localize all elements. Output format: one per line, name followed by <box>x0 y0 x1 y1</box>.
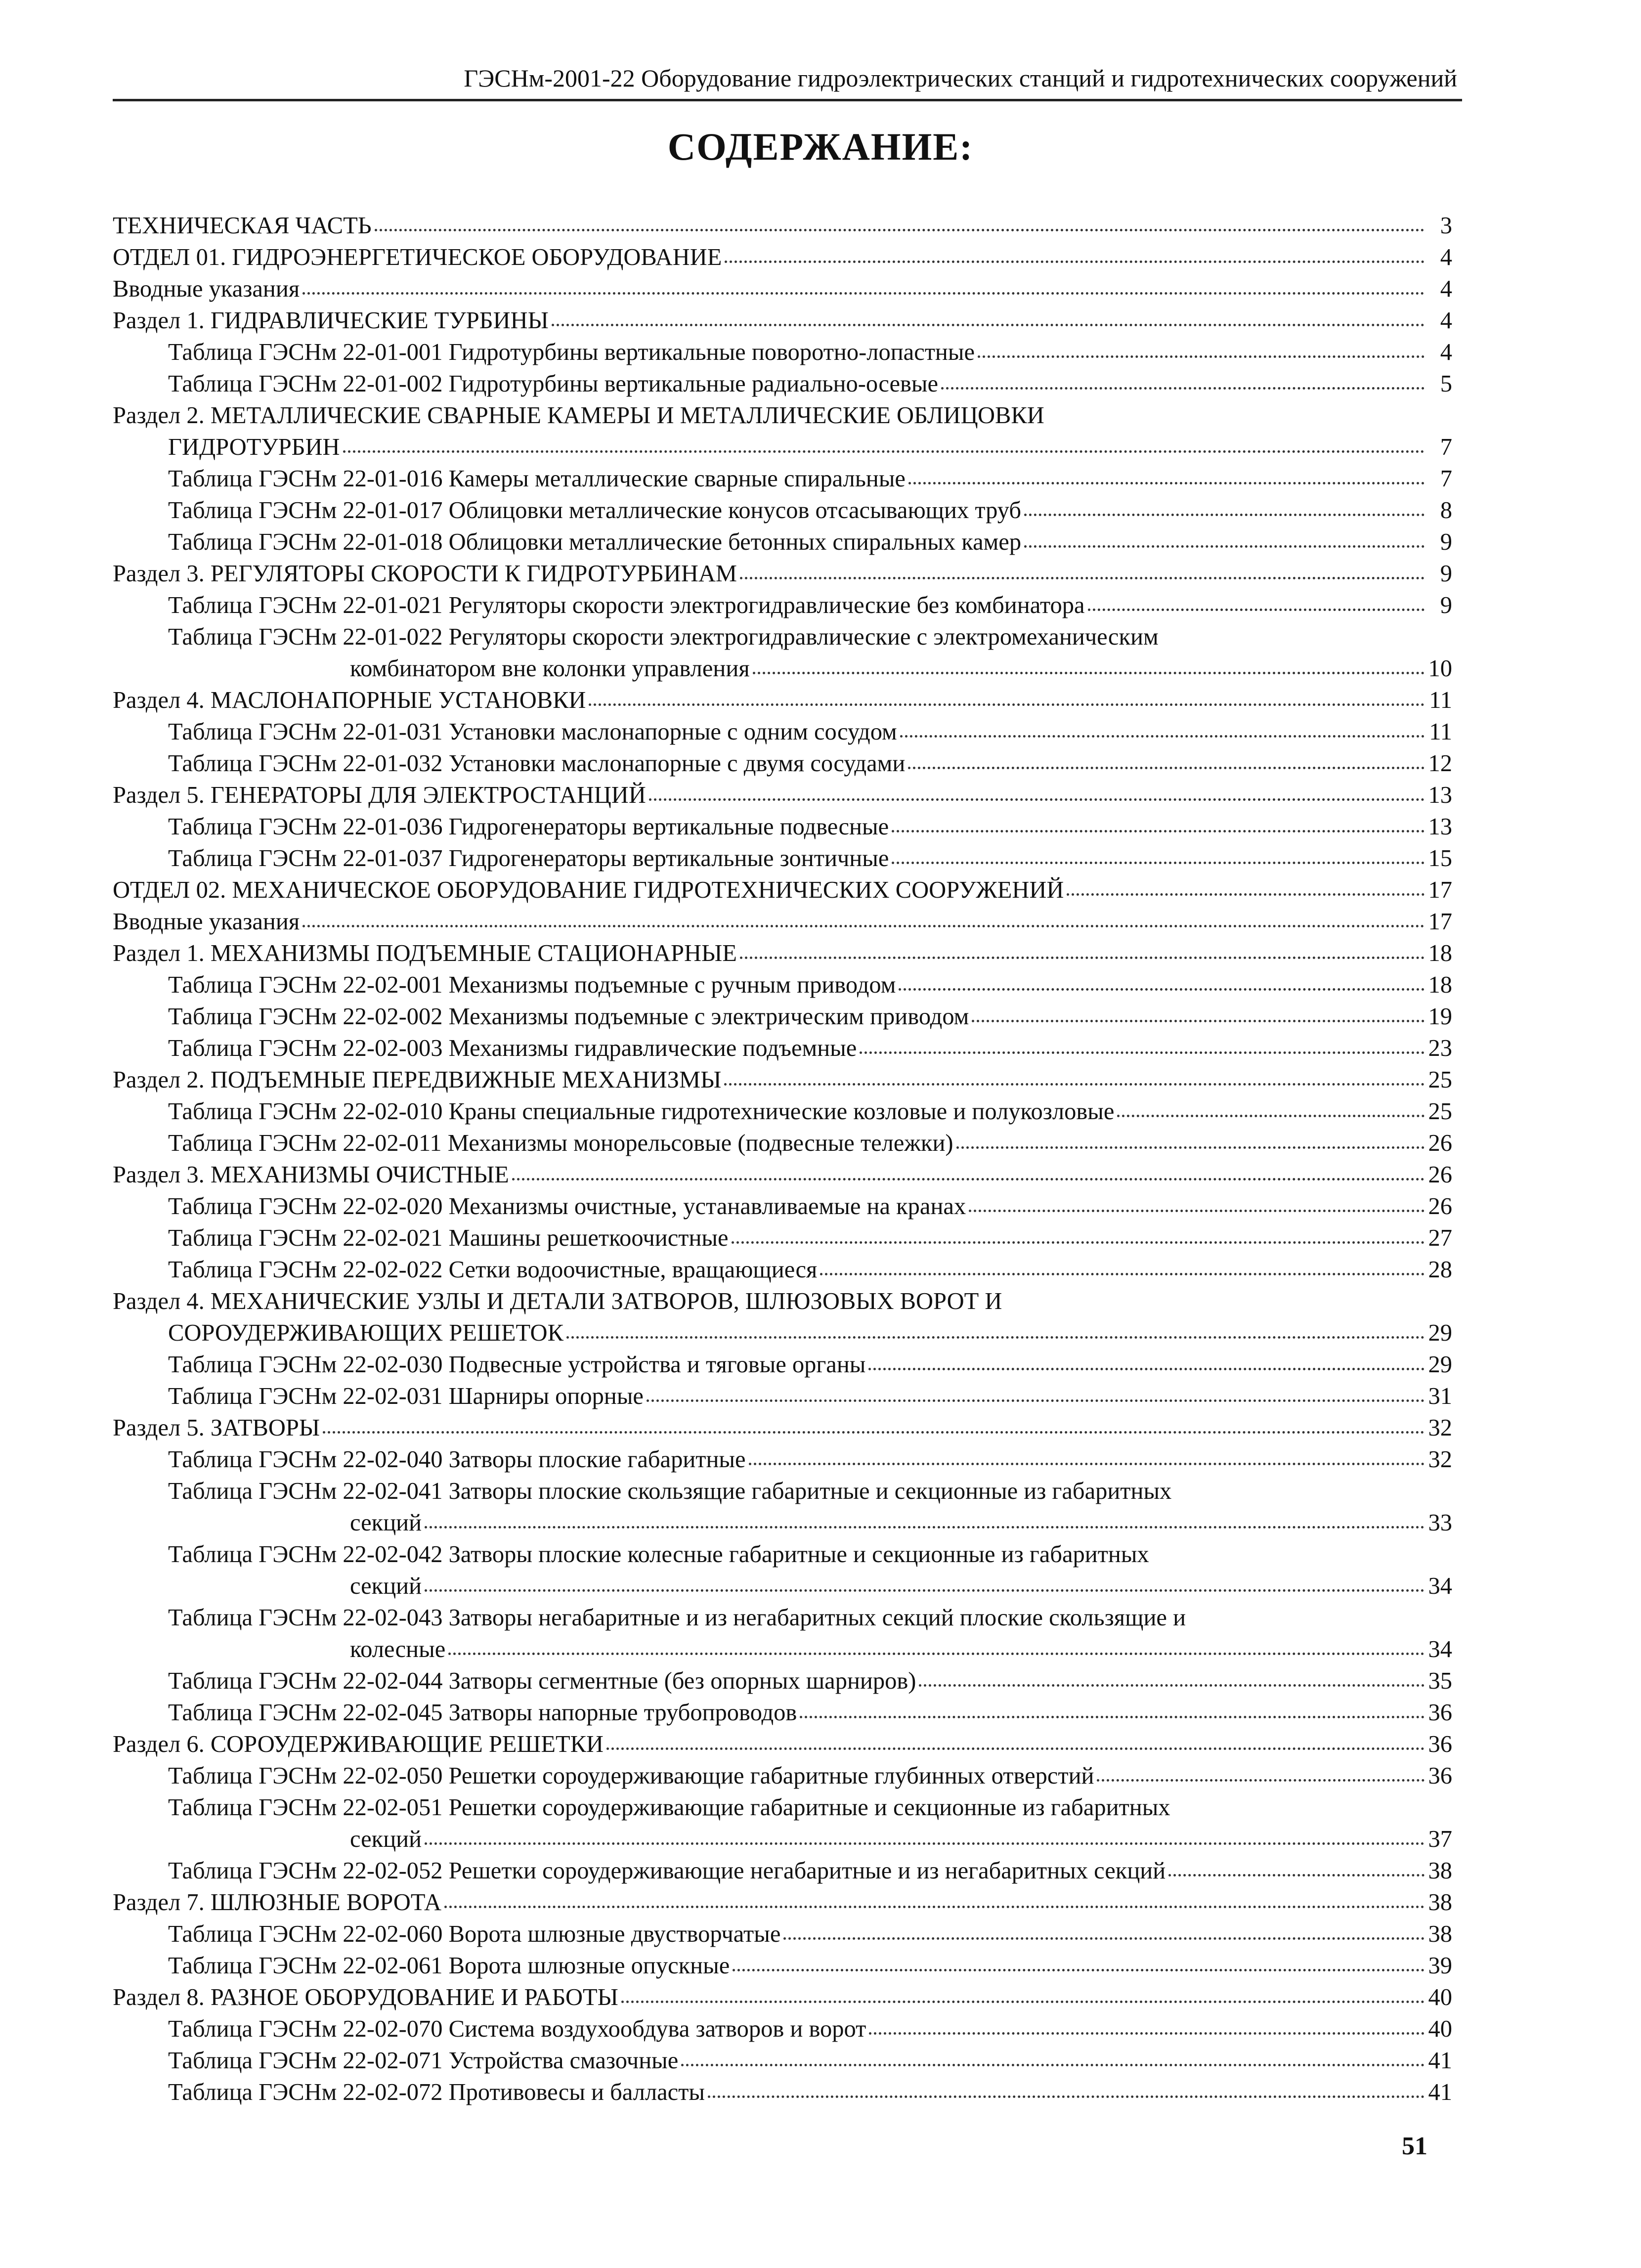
toc-entry-continuation[interactable] <box>113 1317 1452 1349</box>
toc-entry-text: секций <box>350 1826 422 1852</box>
dot-leader <box>621 2001 1425 2003</box>
toc-section-entry[interactable] <box>113 938 1452 969</box>
dot-leader <box>1088 609 1425 611</box>
toc-page-number: 36 <box>1428 1700 1452 1726</box>
toc-entry-text: Таблица ГЭСНм 22-01-036 Гидрогенераторы вертикальные подвесные <box>168 814 889 840</box>
dot-leader <box>783 1937 1425 1940</box>
toc-section-entry[interactable] <box>113 1412 1452 1444</box>
dot-leader <box>899 988 1425 991</box>
header-rule <box>113 99 1462 101</box>
toc-page-number: 18 <box>1428 972 1452 998</box>
toc-table-entry[interactable] <box>113 1665 1452 1697</box>
toc-entry-text: Таблица ГЭСНм 22-02-045 Затворы напорные трубопроводов <box>168 1700 797 1726</box>
toc-page-number: 4 <box>1440 339 1452 365</box>
dot-leader <box>647 1399 1425 1402</box>
dot-leader <box>740 957 1425 959</box>
toc-section-entry[interactable] <box>113 1064 1452 1096</box>
toc-page-number: 11 <box>1429 687 1452 713</box>
toc-section-entry[interactable] <box>113 780 1452 811</box>
toc-table-entry[interactable] <box>113 1697 1452 1729</box>
toc-section-entry[interactable] <box>113 273 1452 305</box>
toc-section-entry[interactable] <box>113 685 1452 716</box>
dot-leader <box>753 672 1425 674</box>
toc-page-number: 29 <box>1428 1320 1452 1346</box>
toc-page-number: 40 <box>1428 2016 1452 2042</box>
toc-page-number: 32 <box>1428 1446 1452 1473</box>
toc-page-number: 19 <box>1428 1003 1452 1030</box>
dot-leader <box>323 1431 1425 1434</box>
dot-leader <box>919 1684 1425 1687</box>
toc-entry-continuation[interactable] <box>113 1570 1452 1602</box>
toc-page-number: 25 <box>1428 1067 1452 1093</box>
toc-entry-text: Таблица ГЭСНм 22-01-016 Камеры металлические сварные спиральные <box>168 466 906 492</box>
toc-table-entry[interactable] <box>113 2013 1452 2045</box>
toc-section-entry[interactable] <box>113 1887 1452 1919</box>
toc-entry-text: Таблица ГЭСНм 22-01-032 Установки маслонапорные с двумя сосудами <box>168 750 906 777</box>
dot-leader <box>941 387 1425 390</box>
dot-leader <box>649 798 1425 801</box>
toc-table-entry[interactable] <box>113 1444 1452 1476</box>
page-number: 51 <box>1402 2132 1427 2160</box>
toc-entry-text: Раздел 5. ГЕНЕРАТОРЫ ДЛЯ ЭЛЕКТРОСТАНЦИЙ <box>113 782 646 808</box>
toc-entry-text: Таблица ГЭСНм 22-02-002 Механизмы подъемные с электрическим приводом <box>168 1003 969 1030</box>
toc-page-number: 23 <box>1428 1035 1452 1061</box>
dot-leader <box>425 1589 1425 1592</box>
toc-entry-text: Таблица ГЭСНм 22-01-018 Облицовки металлические бетонных спиральных камер <box>168 529 1022 555</box>
toc-entry-text: Таблица ГЭСНм 22-02-072 Противовесы и балласты <box>168 2079 705 2105</box>
toc-table-entry[interactable] <box>113 1191 1452 1222</box>
toc-page-number: 13 <box>1428 814 1452 840</box>
toc-entry-continuation[interactable] <box>113 653 1452 685</box>
dot-leader <box>892 830 1425 832</box>
toc-page-number: 25 <box>1428 1098 1452 1125</box>
toc-table-entry[interactable] <box>113 1033 1452 1064</box>
toc-entry-text: Таблица ГЭСНм 22-01-021 Регуляторы скорости электрогидравлические без комбинатора <box>168 592 1085 618</box>
dot-leader <box>448 1653 1425 1655</box>
toc-page-number: 11 <box>1429 719 1452 745</box>
toc-page-number: 9 <box>1440 561 1452 587</box>
toc-entry-text: Раздел 8. РАЗНОЕ ОБОРУДОВАНИЕ И РАБОТЫ <box>113 1984 618 2010</box>
dot-leader <box>1097 1779 1425 1782</box>
toc-table-entry[interactable] <box>113 590 1452 621</box>
toc-entry-text: Раздел 1. МЕХАНИЗМЫ ПОДЪЕМНЫЕ СТАЦИОНАРНЫЕ <box>113 940 737 966</box>
toc-entry-text: Таблица ГЭСНм 22-02-061 Ворота шлюзные опускные <box>168 1953 730 1979</box>
toc-page-number: 29 <box>1428 1352 1452 1378</box>
toc-page-number: 7 <box>1440 466 1452 492</box>
dot-leader <box>1117 1115 1425 1117</box>
toc-entry-text: ТЕХНИЧЕСКАЯ ЧАСТЬ <box>113 213 372 239</box>
toc-page-number: 4 <box>1440 276 1452 302</box>
toc-table-entry[interactable] <box>113 463 1452 495</box>
dot-leader <box>733 1969 1425 1971</box>
toc-page-number: 15 <box>1428 845 1452 872</box>
toc-entry-text: Раздел 3. РЕГУЛЯТОРЫ СКОРОСТИ К ГИДРОТУРБИНАМ <box>113 561 737 587</box>
toc-entry-continuation[interactable] <box>113 1634 1452 1665</box>
toc-entry-text: Раздел 1. ГИДРАВЛИЧЕСКИЕ ТУРБИНЫ <box>113 307 549 334</box>
dot-leader <box>724 1083 1425 1086</box>
dot-leader <box>732 1241 1425 1244</box>
toc-entry-text: Таблица ГЭСНм 22-01-002 Гидротурбины вертикальные радиально-осевые <box>168 371 938 397</box>
toc-page-number: 26 <box>1428 1130 1452 1156</box>
toc-entry-text: СОРОУДЕРЖИВАЮЩИХ РЕШЕТОК <box>168 1320 563 1346</box>
dot-leader <box>512 1178 1425 1180</box>
toc-entry-text: Таблица ГЭСНм 22-02-003 Механизмы гидравлические подъемные <box>168 1035 857 1061</box>
toc-entry-text: Раздел 2. ПОДЪЕМНЫЕ ПЕРЕДВИЖНЫЕ МЕХАНИЗМЫ <box>113 1067 722 1093</box>
toc-section-entry[interactable] <box>113 305 1452 337</box>
toc-page-number: 36 <box>1428 1731 1452 1757</box>
toc-table-entry[interactable] <box>113 843 1452 874</box>
toc-table-entry[interactable] <box>113 337 1452 368</box>
toc-page-number: 41 <box>1428 2079 1452 2105</box>
toc-page-number: 7 <box>1440 434 1452 460</box>
running-header: ГЭСНм-2001-22 Оборудование гидроэлектрических станций и гидротехнических сооружений <box>464 64 1457 92</box>
toc-page-number: 8 <box>1440 497 1452 523</box>
toc-entry-text: Таблица ГЭСНм 22-02-021 Машины решеткоочистные <box>168 1225 729 1251</box>
toc-page-number: 12 <box>1428 750 1452 777</box>
toc-entry-text: Таблица ГЭСНм 22-02-060 Ворота шлюзные двустворчатые <box>168 1921 781 1947</box>
toc-page-number: 40 <box>1428 1984 1452 2010</box>
dot-leader <box>869 2032 1425 2035</box>
toc-table-entry[interactable] <box>113 1096 1452 1128</box>
toc-section-entry[interactable] <box>113 874 1452 906</box>
toc-entry-first-line[interactable]: Таблица ГЭСНм 22-02-042 Затворы плоские колесные габаритные и секционные из габаритных <box>168 1541 1149 1568</box>
dot-leader <box>972 1020 1425 1022</box>
dot-leader <box>606 1747 1425 1750</box>
dot-leader <box>302 925 1425 927</box>
dot-leader <box>908 482 1425 484</box>
toc-page-number: 39 <box>1428 1953 1452 1979</box>
dot-leader <box>800 1716 1425 1718</box>
toc-section-entry[interactable] <box>113 1729 1452 1760</box>
toc-page-number: 4 <box>1440 244 1452 270</box>
toc-entry-text: Таблица ГЭСНм 22-01-031 Установки маслонапорные с одним сосудом <box>168 719 897 745</box>
dot-leader <box>375 229 1425 231</box>
dot-leader <box>566 1336 1425 1339</box>
dot-leader <box>868 1368 1425 1370</box>
dot-leader <box>860 1051 1425 1054</box>
toc-table-entry[interactable] <box>113 716 1452 748</box>
toc-page-number: 38 <box>1428 1921 1452 1947</box>
toc-table-entry[interactable] <box>113 811 1452 843</box>
dot-leader <box>425 1842 1425 1845</box>
toc-entry-text: Таблица ГЭСНм 22-02-030 Подвесные устройства и тяговые органы <box>168 1352 866 1378</box>
toc-page-number: 9 <box>1440 529 1452 555</box>
toc-entry-first-line[interactable]: Таблица ГЭСНм 22-01-022 Регуляторы скорости электрогидравлические с электромеханическим <box>168 624 1159 650</box>
dot-leader <box>908 767 1425 769</box>
toc-entry-text: колесные <box>350 1636 446 1662</box>
toc-entry-text: Таблица ГЭСНм 22-02-050 Решетки сороудерживающие габаритные глубинных отверстий <box>168 1763 1094 1789</box>
toc-entry-text: Таблица ГЭСНм 22-02-031 Шарниры опорные <box>168 1383 644 1409</box>
toc-page-number: 17 <box>1428 877 1452 903</box>
toc-entry-continuation[interactable] <box>113 432 1452 463</box>
toc-table-entry[interactable] <box>113 2045 1452 2077</box>
toc-entry-text: секций <box>350 1510 422 1536</box>
toc-entry-text: Таблица ГЭСНм 22-02-011 Механизмы монорельсовые (подвесные тележки) <box>168 1130 953 1156</box>
dot-leader <box>725 261 1425 263</box>
toc-page-number: 36 <box>1428 1763 1452 1789</box>
toc-entry-text: комбинатором вне колонки управления <box>350 655 750 682</box>
dot-leader <box>1024 545 1425 548</box>
toc-page-number: 5 <box>1440 371 1452 397</box>
toc-page-number: 41 <box>1428 2048 1452 2074</box>
toc-table-entry[interactable] <box>113 1128 1452 1159</box>
toc-entry-continuation[interactable] <box>113 1824 1452 1855</box>
toc-entry-text: Таблица ГЭСНм 22-02-071 Устройства смазочные <box>168 2048 679 2074</box>
toc-table-entry[interactable] <box>113 969 1452 1001</box>
toc-section-entry[interactable] <box>113 210 1452 242</box>
toc-entry-text: ОТДЕЛ 02. МЕХАНИЧЕСКОЕ ОБОРУДОВАНИЕ ГИДРОТЕХНИЧЕСКИХ СООРУЖЕНИЙ <box>113 877 1064 903</box>
toc-page-number: 28 <box>1428 1257 1452 1283</box>
toc-entry-text: Таблица ГЭСНм 22-02-052 Решетки сороудерживающие негабаритные и из негабаритных секций <box>168 1858 1166 1884</box>
toc-table-entry[interactable] <box>113 1855 1452 1887</box>
toc-table-entry[interactable] <box>113 1349 1452 1381</box>
toc-entry-text: Таблица ГЭСНм 22-01-001 Гидротурбины вертикальные поворотно-лопастные <box>168 339 975 365</box>
toc-entry-text: Таблица ГЭСНм 22-02-040 Затворы плоские габаритные <box>168 1446 746 1473</box>
dot-leader <box>552 324 1425 326</box>
toc-table-entry[interactable] <box>113 1381 1452 1412</box>
toc-entry-text: Раздел 5. ЗАТВОРЫ <box>113 1415 320 1441</box>
toc-entry-text: Вводные указания <box>113 276 300 302</box>
toc-entry-text: Раздел 7. ШЛЮЗНЫЕ ВОРОТА <box>113 1889 442 1916</box>
toc-entry-text: Таблица ГЭСНм 22-02-070 Система воздухообдува затворов и ворот <box>168 2016 866 2042</box>
dot-leader <box>444 1906 1425 1908</box>
toc-table-entry[interactable] <box>113 1919 1452 1950</box>
toc-page-number: 10 <box>1428 655 1452 682</box>
toc-entry-text: Таблица ГЭСНм 22-01-017 Облицовки металлические конусов отсасывающих труб <box>168 497 1022 523</box>
toc-page-number: 27 <box>1428 1225 1452 1251</box>
dot-leader <box>681 2064 1425 2066</box>
toc-page-number: 13 <box>1428 782 1452 808</box>
toc-table-entry[interactable] <box>113 495 1452 526</box>
toc-page-number: 4 <box>1440 307 1452 334</box>
toc-page-number: 38 <box>1428 1889 1452 1916</box>
toc-table-entry[interactable] <box>113 526 1452 558</box>
dot-leader <box>708 2095 1425 2098</box>
dot-leader <box>820 1273 1425 1275</box>
toc-page-number: 38 <box>1428 1858 1452 1884</box>
toc-entry-first-line[interactable]: Раздел 4. МЕХАНИЧЕСКИЕ УЗЛЫ И ДЕТАЛИ ЗАТВОРОВ, ШЛЮЗОВЫХ ВОРОТ И <box>113 1288 1002 1314</box>
toc-entry-text: Таблица ГЭСНм 22-02-001 Механизмы подъемные с ручным приводом <box>168 972 896 998</box>
toc-entry-text: Таблица ГЭСНм 22-02-020 Механизмы очистные, устанавливаемые на кранах <box>168 1193 966 1220</box>
dot-leader <box>343 450 1425 453</box>
toc-page-number: 34 <box>1428 1636 1452 1662</box>
toc-entry-first-line[interactable]: Таблица ГЭСНм 22-02-041 Затворы плоские скользящие габаритные и секционные из габаритных <box>168 1478 1172 1504</box>
dot-leader <box>900 735 1425 738</box>
dot-leader <box>302 292 1425 295</box>
dot-leader <box>740 577 1425 579</box>
toc-entry-text: секций <box>350 1573 422 1599</box>
dot-leader <box>425 1526 1425 1528</box>
toc-page-number: 33 <box>1428 1510 1452 1536</box>
dot-leader <box>1168 1874 1425 1876</box>
toc-entry-text: ГИДРОТУРБИН <box>168 434 340 460</box>
toc-entry-text: ОТДЕЛ 01. ГИДРОЭНЕРГЕТИЧЕСКОЕ ОБОРУДОВАНИЕ <box>113 244 722 270</box>
toc-table-entry[interactable] <box>113 1254 1452 1286</box>
toc-entry-text: Вводные указания <box>113 909 300 935</box>
toc-page-number: 31 <box>1428 1383 1452 1409</box>
dot-leader <box>978 355 1425 358</box>
toc-table-entry[interactable] <box>113 748 1452 780</box>
toc-page-number: 26 <box>1428 1162 1452 1188</box>
toc-entry-text: Раздел 6. СОРОУДЕРЖИВАЮЩИЕ РЕШЕТКИ <box>113 1731 604 1757</box>
toc-table-entry[interactable] <box>113 2077 1452 2108</box>
dot-leader <box>892 862 1425 864</box>
toc-entry-text: Раздел 4. МАСЛОНАПОРНЫЕ УСТАНОВКИ <box>113 687 586 713</box>
toc-page-number: 17 <box>1428 909 1452 935</box>
dot-leader <box>749 1463 1425 1465</box>
toc-entry-first-line[interactable]: Таблица ГЭСНм 22-02-051 Решетки сороудерживающие габаритные и секционные из габаритных <box>168 1794 1170 1821</box>
toc-entry-first-line[interactable]: Таблица ГЭСНм 22-02-043 Затворы негабаритные и из негабаритных секций плоские скользящие и <box>168 1605 1186 1631</box>
toc-table-entry[interactable] <box>113 1760 1452 1792</box>
toc-table-entry[interactable] <box>113 1001 1452 1033</box>
toc-entry-text: Таблица ГЭСНм 22-01-037 Гидрогенераторы вертикальные зонтичные <box>168 845 889 872</box>
toc-entry-text: Таблица ГЭСНм 22-02-044 Затворы сегментные (без опорных шарниров) <box>168 1668 916 1694</box>
toc-page-number: 26 <box>1428 1193 1452 1220</box>
toc-entry-text: Таблица ГЭСНм 22-02-022 Сетки водоочистные, вращающиеся <box>168 1257 818 1283</box>
table-of-contents <box>113 210 1452 2108</box>
toc-page-number: 32 <box>1428 1415 1452 1441</box>
toc-section-entry[interactable] <box>113 906 1452 938</box>
toc-page-number: 9 <box>1440 592 1452 618</box>
toc-section-entry[interactable] <box>113 242 1452 273</box>
toc-table-entry[interactable] <box>113 368 1452 400</box>
toc-entry-first-line[interactable]: Раздел 2. МЕТАЛЛИЧЕСКИЕ СВАРНЫЕ КАМЕРЫ И МЕТАЛЛИЧЕСКИЕ ОБЛИЦОВКИ <box>113 402 1044 429</box>
toc-entry-text: Таблица ГЭСНм 22-02-010 Краны специальные гидротехнические козловые и полукозловые <box>168 1098 1115 1125</box>
dot-leader <box>589 703 1425 706</box>
dot-leader <box>1024 514 1425 516</box>
toc-entry-continuation[interactable] <box>113 1507 1452 1539</box>
toc-page-number: 18 <box>1428 940 1452 966</box>
toc-page-number: 3 <box>1440 213 1452 239</box>
toc-table-entry[interactable] <box>113 1950 1452 1982</box>
toc-section-entry[interactable] <box>113 1159 1452 1191</box>
dot-leader <box>969 1210 1425 1212</box>
toc-table-entry[interactable] <box>113 1222 1452 1254</box>
toc-entry-text: Раздел 3. МЕХАНИЗМЫ ОЧИСТНЫЕ <box>113 1162 509 1188</box>
toc-page-number: 37 <box>1428 1826 1452 1852</box>
dot-leader <box>956 1146 1425 1149</box>
dot-leader <box>1067 893 1425 896</box>
toc-page-number: 35 <box>1428 1668 1452 1694</box>
page-title: СОДЕРЖАНИЕ: <box>667 125 974 168</box>
toc-section-entry[interactable] <box>113 1982 1452 2013</box>
toc-section-entry[interactable] <box>113 558 1452 590</box>
toc-page-number: 34 <box>1428 1573 1452 1599</box>
